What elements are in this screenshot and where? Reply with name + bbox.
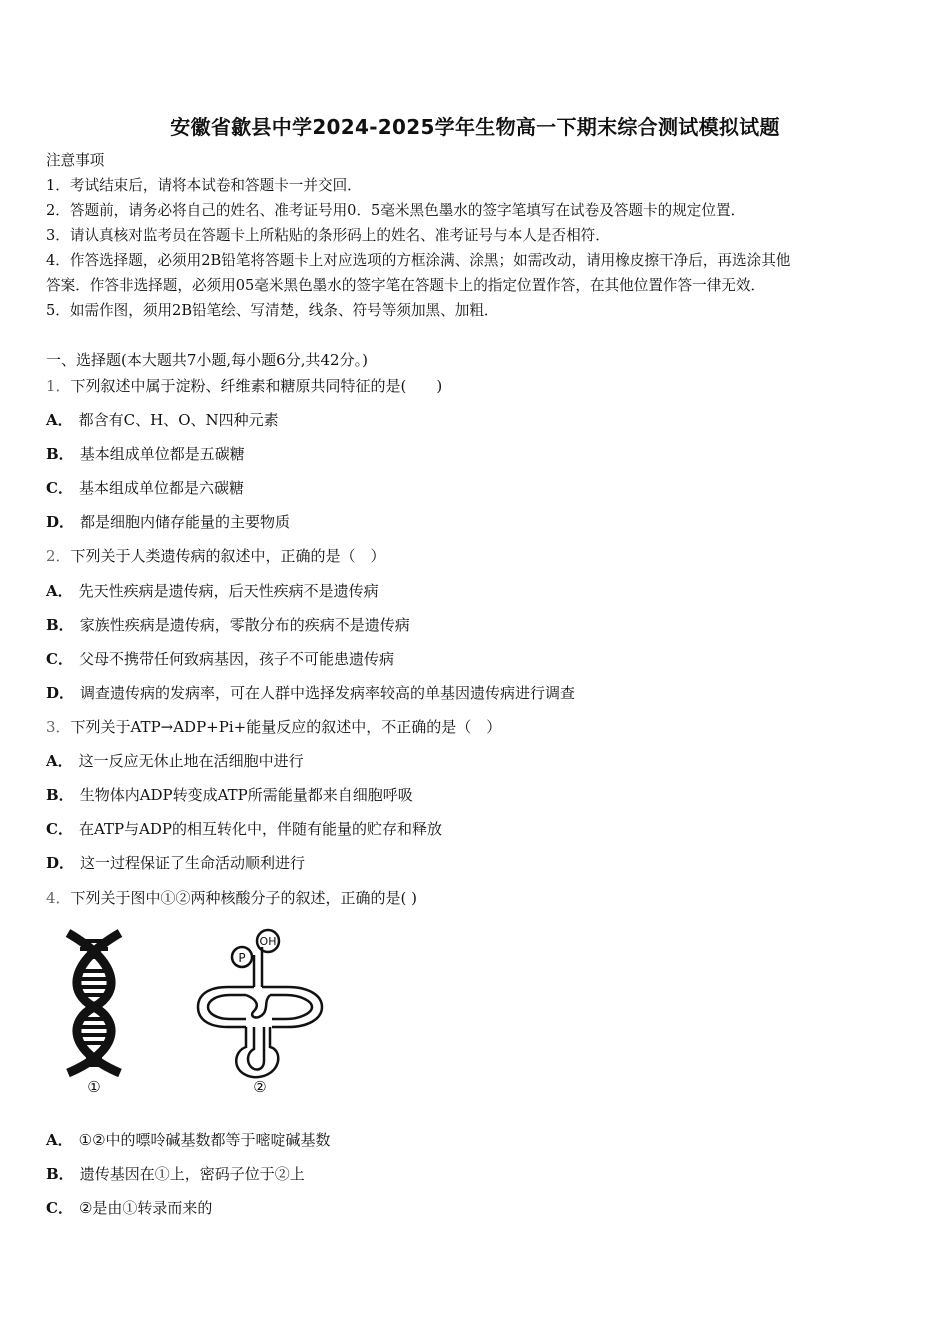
figure-label-1: ① [87,1078,101,1096]
figure-label-2: ② [253,1078,267,1096]
option-label: A． [46,1131,73,1149]
option [46,444,245,464]
option-text: 这一过程保证了生命活动顺利进行 [80,854,306,872]
option-text: 基本组成单位都是五碳糖 [79,445,245,463]
option [46,1198,212,1218]
option-label: B． [46,616,74,634]
option [46,649,394,669]
option-text: ②是由①转录而来的 [78,1199,213,1217]
question-number: 4． [46,889,71,907]
option [46,615,410,635]
notice-item: 3．请认真核对监考员在答题卡上所粘贴的条形码上的姓名、准考证号与本人是否相符． [46,227,610,244]
option [46,683,575,703]
question-3 [46,717,501,737]
question-stem: 下列关于图中①②两种核酸分子的叙述，正确的是( ) [70,889,418,907]
option-text: 基本组成单位都是六碳糖 [78,479,244,497]
hydroxyl-label: OH [259,935,277,948]
option-text: 这一反应无休止地在活细胞中进行 [78,752,304,770]
option-label: D． [46,854,75,872]
option [46,853,305,873]
option-label: D． [46,684,75,702]
question-stem: 下列关于ATP→ADP+Pi+能量反应的叙述中，不正确的是（ ） [70,718,502,736]
option-label: A． [46,752,73,770]
notice-item: 1．考试结束后，请将本试卷和答题卡一并交回． [46,177,362,194]
option-text: 先天性疾病是遗传病，后天性疾病不是遗传病 [78,582,379,600]
option [46,478,244,498]
option [46,751,304,771]
option-text: 家族性疾病是遗传病，零散分布的疾病不是遗传病 [79,616,410,634]
option [46,785,413,805]
option-label: A． [46,411,73,429]
notice-item: 4．作答选择题，必须用2B铅笔将答题卡上对应选项的方框涂满、涂黑；如需改动，请用橡皮擦干净后，再选涂其他 [46,252,791,269]
trna-cloverleaf-icon [198,930,322,1077]
option-label: D． [46,513,75,531]
phosphate-label: P [238,951,246,965]
option [46,410,279,430]
option-text: 调查遗传病的发病率，可在人群中选择发病率较高的单基因遗传病进行调查 [80,684,576,702]
option-text: 都含有C、H、O、N四种元素 [78,411,279,429]
question-stem: 下列叙述中属于淀粉、纤维素和糖原共同特征的是( ) [70,377,443,395]
notice-item: 答案．作答非选择题，必须用05毫米黑色墨水的签字笔在答题卡上的指定位置作答，在其他位置作答一律无效． [46,277,766,294]
option-label: A． [46,582,73,600]
option-text: ①②中的嘌呤碱基数都等于嘧啶碱基数 [78,1131,331,1149]
option [46,581,379,601]
option-label: C． [46,650,73,668]
option-label: C． [46,820,73,838]
question-1 [46,376,442,396]
option-text: 父母不携带任何致病基因，孩子不可能患遗传病 [78,650,394,668]
option [46,1164,305,1184]
option [46,819,442,839]
question-stem: 下列关于人类遗传病的叙述中，正确的是（ ） [70,547,386,565]
notice-item: 5．如需作图，须用2B铅笔绘、写清楚，线条、符号等须加黑、加粗． [46,302,499,319]
option [46,1130,331,1150]
question-number: 1． [46,377,71,395]
page-title: 安徽省歙县中学2024-2025学年生物高一下期末综合测试模拟试题 [170,115,780,139]
question-number: 3． [46,718,71,736]
notice-heading: 注意事项 [46,152,105,169]
option-text: 生物体内ADP转变成ATP所需能量都来自细胞呼吸 [79,786,413,804]
notice-item: 2．答题前，请务必将自己的姓名、准考证号用0．5毫米黑色墨水的签字笔填写在试卷及答题卡的规定位置． [46,202,746,219]
question-number: 2． [46,547,71,565]
option-label: C． [46,1199,73,1217]
option-label: B． [46,1165,74,1183]
option-text: 在ATP与ADP的相互转化中，伴随有能量的贮存和释放 [78,820,443,838]
option-label: B． [46,786,74,804]
option-label: B． [46,445,74,463]
option-text: 遗传基因在①上，密码子位于②上 [79,1165,305,1183]
question-2 [46,546,386,566]
question-4 [46,888,417,908]
section-heading: 一、选择题(本大题共7小题,每小题6分,共42分。) [46,351,368,369]
option-text: 都是细胞内储存能量的主要物质 [80,513,291,531]
option [46,512,290,532]
nucleic-acid-diagram [50,925,350,1100]
option-label: C． [46,479,73,497]
dna-double-helix-icon [68,933,120,1073]
nucleic-acid-figure [50,925,350,1100]
